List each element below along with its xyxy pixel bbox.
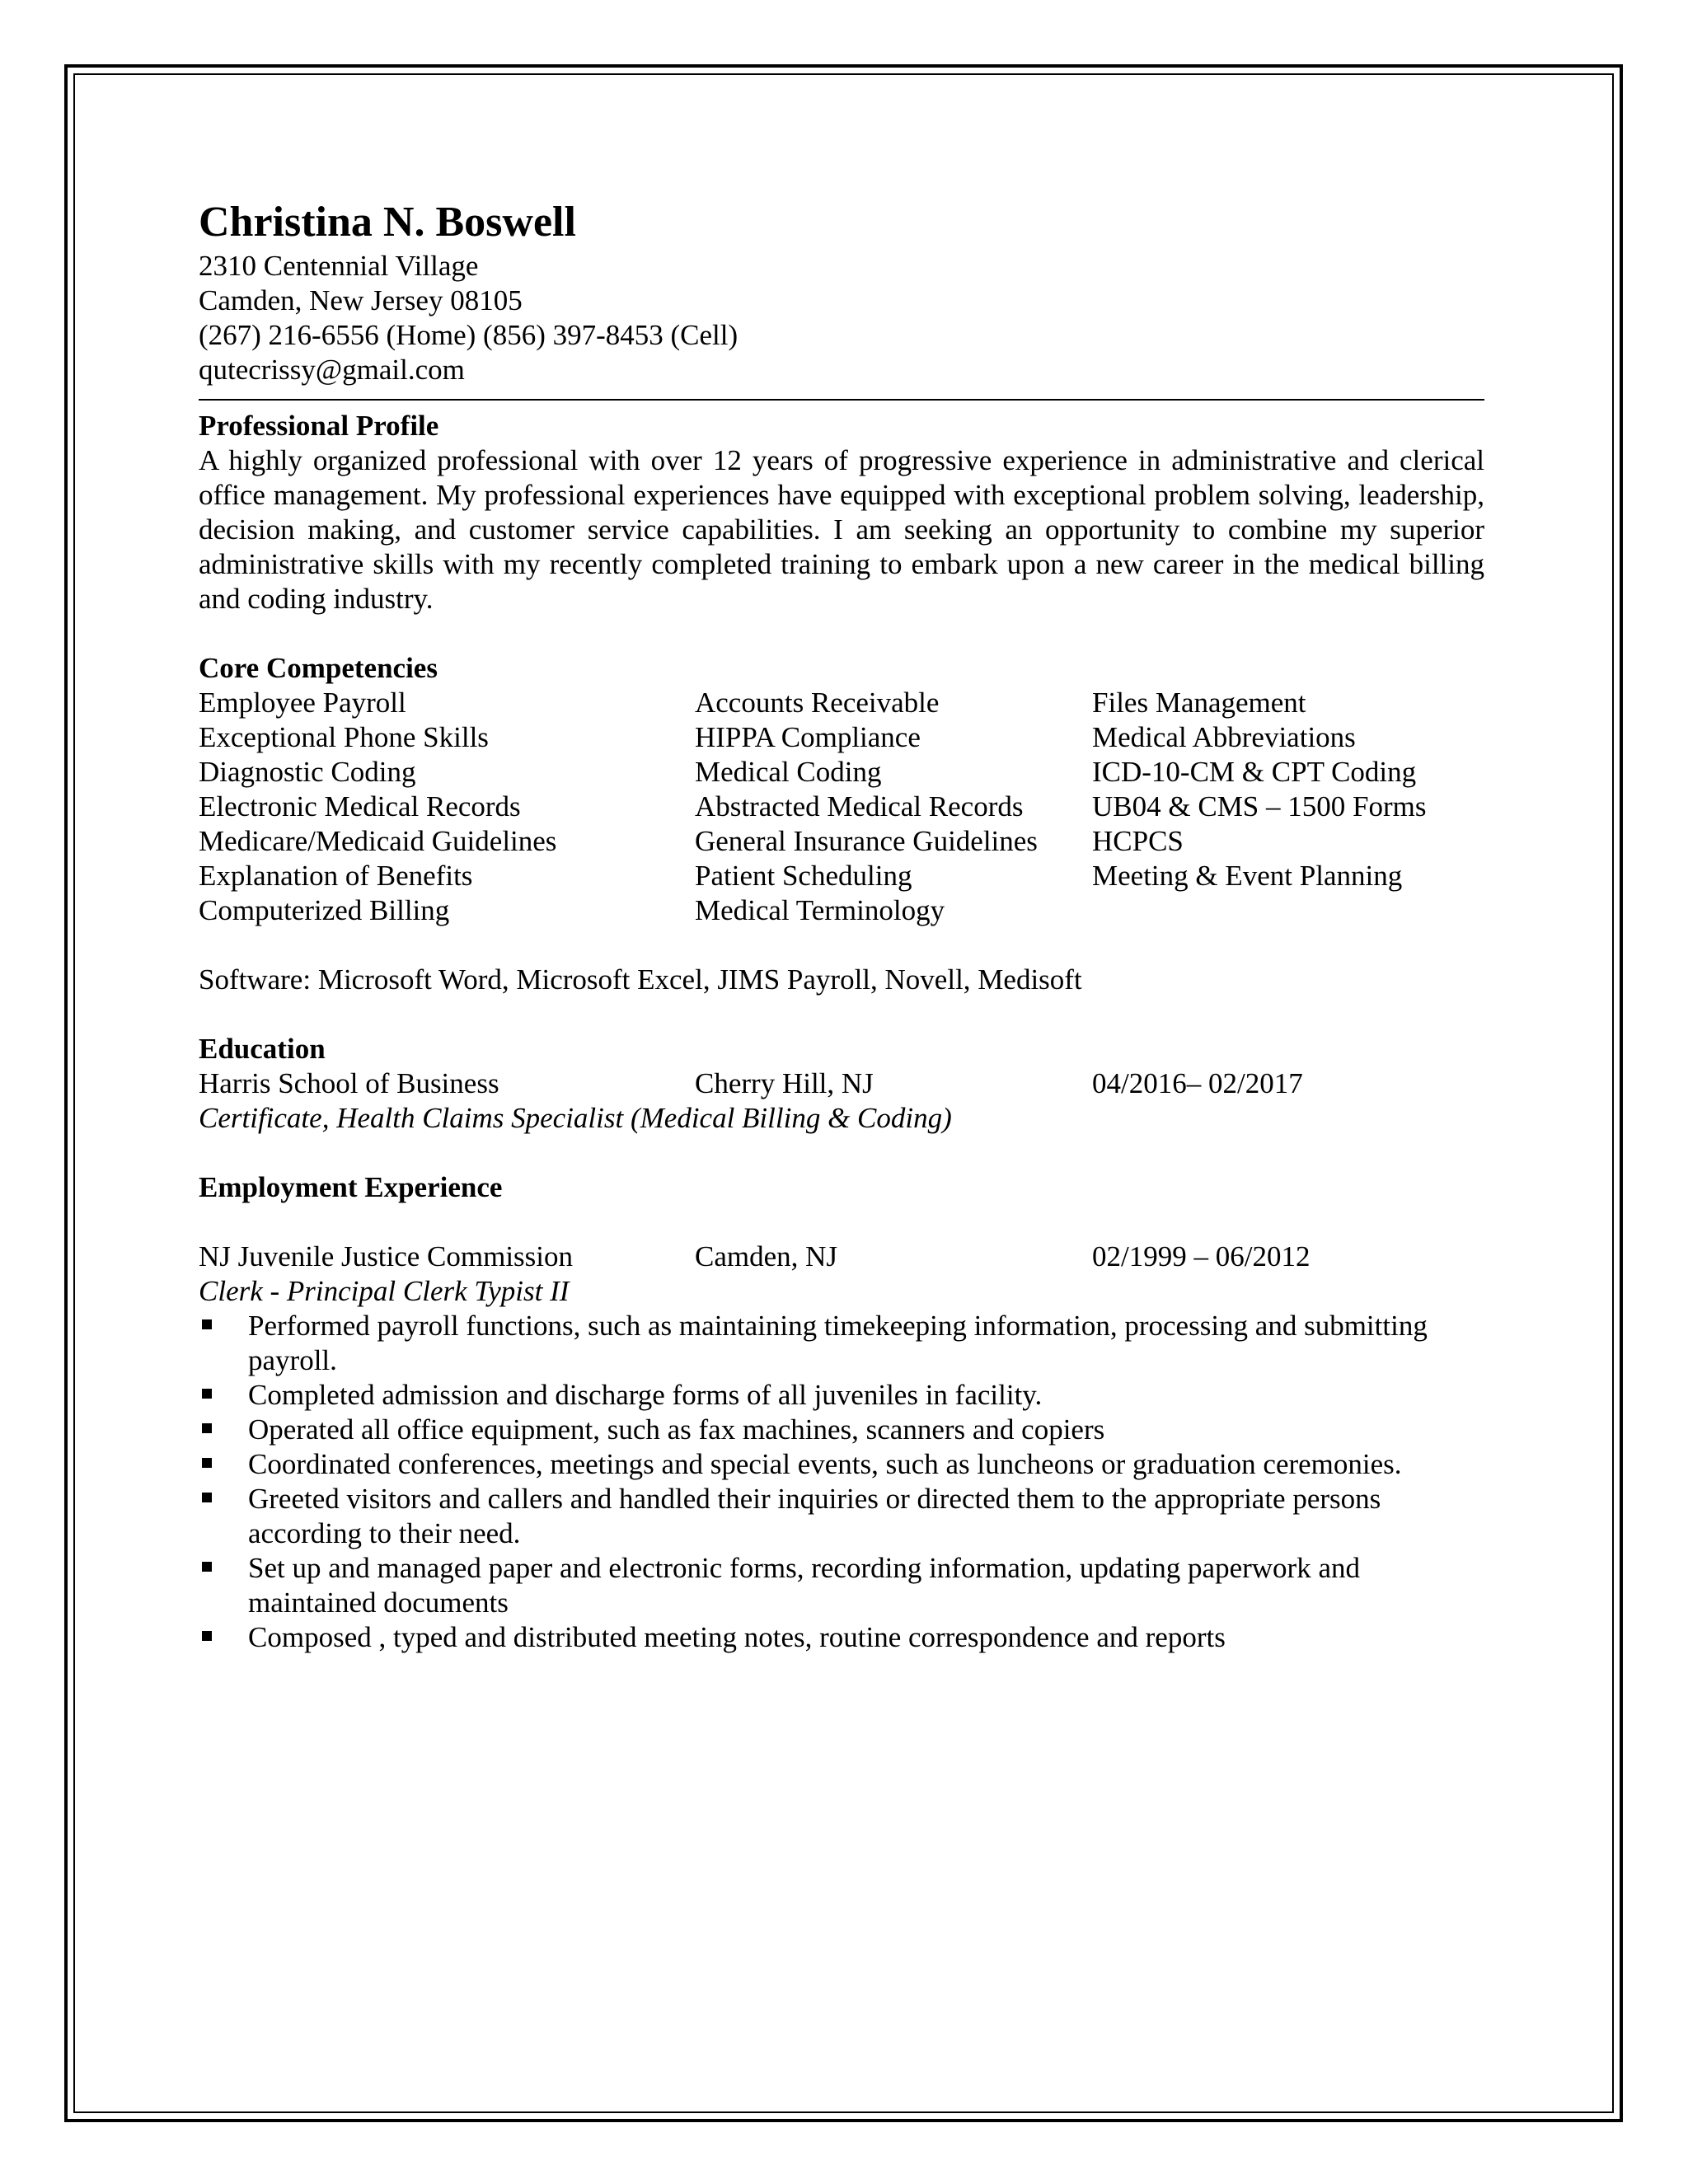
position-title: Clerk - Principal Clerk Typist II (199, 1275, 570, 1307)
duties-list (199, 1309, 1484, 1655)
employer-location: Camden, NJ (695, 1240, 838, 1272)
competency-item: Files Management (1092, 687, 1306, 719)
duty-text: Greeted visitors and callers and handled their inquiries or directed them to the appropriate persons according to their need. (248, 1483, 1381, 1549)
square-bullet-icon (202, 1562, 212, 1572)
school-name: Harris School of Business (199, 1067, 499, 1099)
employment-heading: Employment Experience (199, 1171, 503, 1203)
competency-item: Medical Terminology (695, 894, 945, 926)
list-item (199, 1378, 1484, 1413)
list-item (199, 1482, 1484, 1551)
competency-item: Medicare/Medicaid Guidelines (199, 825, 557, 857)
competency-item: Computerized Billing (199, 894, 450, 926)
competency-item: General Insurance Guidelines (695, 825, 1038, 857)
competency-row (199, 824, 1484, 859)
competency-row (199, 720, 1484, 755)
competency-item: HIPPA Compliance (695, 721, 921, 753)
list-item (199, 1620, 1484, 1655)
competency-item: Medical Abbreviations (1092, 721, 1356, 753)
competencies-grid (199, 686, 1484, 928)
education-row (199, 1066, 1484, 1101)
square-bullet-icon (202, 1493, 212, 1502)
competency-row (199, 790, 1484, 824)
competency-item: Accounts Receivable (695, 687, 940, 719)
competency-item: Patient Scheduling (695, 860, 912, 892)
candidate-name: Christina N. Boswell (199, 199, 576, 246)
competency-item: Employee Payroll (199, 687, 406, 719)
certificate-title: Certificate, Health Claims Specialist (Medical Billing & Coding) (199, 1102, 952, 1134)
competencies-heading: Core Competencies (199, 652, 438, 684)
competency-item (1092, 893, 1484, 928)
competency-item: HCPCS (1092, 825, 1184, 857)
profile-heading: Professional Profile (199, 410, 439, 442)
competency-row (199, 755, 1484, 790)
list-item (199, 1551, 1484, 1620)
duty-text: Performed payroll functions, such as maintaining timekeeping information, processing and submitting payroll. (248, 1310, 1428, 1376)
education-heading: Education (199, 1033, 326, 1065)
competency-row (199, 859, 1484, 893)
competency-row (199, 686, 1484, 720)
competency-item: Abstracted Medical Records (695, 790, 1024, 823)
square-bullet-icon (202, 1319, 212, 1329)
square-bullet-icon (202, 1458, 212, 1468)
competency-item: Medical Coding (695, 756, 882, 788)
software-list: Software: Microsoft Word, Microsoft Excel, JIMS Payroll, Novell, Medisoft (199, 963, 1082, 996)
duty-text: Set up and managed paper and electronic forms, recording information, updating paperwork and maintained documents (248, 1552, 1360, 1619)
email-address: qutecrissy@gmail.com (199, 354, 465, 386)
list-item (199, 1447, 1484, 1482)
competency-item: Electronic Medical Records (199, 790, 521, 823)
phone-numbers: (267) 216-6556 (Home) (856) 397-8453 (Cell) (199, 319, 738, 351)
employment-dates: 02/1999 – 06/2012 (1092, 1240, 1311, 1272)
education-dates: 04/2016– 02/2017 (1092, 1067, 1303, 1099)
duty-text: Operated all office equipment, such as fax machines, scanners and copiers (248, 1413, 1105, 1446)
duty-text: Composed , typed and distributed meeting notes, routine correspondence and reports (248, 1621, 1226, 1653)
competency-item: UB04 & CMS – 1500 Forms (1092, 790, 1427, 823)
square-bullet-icon (202, 1423, 212, 1433)
competency-row (199, 893, 1484, 928)
competency-item: ICD-10-CM & CPT Coding (1092, 756, 1417, 788)
employer-name: NJ Juvenile Justice Commission (199, 1240, 574, 1272)
competency-item: Diagnostic Coding (199, 756, 416, 788)
resume-document (199, 196, 1484, 1655)
duty-text: Completed admission and discharge forms of all juveniles in facility. (248, 1379, 1043, 1411)
list-item (199, 1309, 1484, 1378)
employment-row (199, 1240, 1484, 1274)
address-line-2: Camden, New Jersey 08105 (199, 284, 523, 316)
competency-item: Meeting & Event Planning (1092, 860, 1403, 892)
competency-item: Explanation of Benefits (199, 860, 473, 892)
address-line-1: 2310 Centennial Village (199, 250, 479, 282)
school-location: Cherry Hill, NJ (695, 1067, 874, 1099)
profile-text: A highly organized professional with over 12 years of progressive experience in administrative and clerical office management. My professional experiences have equipped with exceptional problem solving, leadership, decision making, and customer service capabilities. I am seeking an opportunity to combine my superior administrative skills with my recently completed training to embark upon a new career in the medical billing and coding industry. (199, 444, 1484, 615)
duty-text: Coordinated conferences, meetings and special events, such as luncheons or graduation ceremonies. (248, 1448, 1402, 1480)
competency-item: Exceptional Phone Skills (199, 721, 489, 753)
square-bullet-icon (202, 1631, 212, 1641)
list-item (199, 1413, 1484, 1447)
header-divider (199, 399, 1484, 401)
square-bullet-icon (202, 1389, 212, 1399)
